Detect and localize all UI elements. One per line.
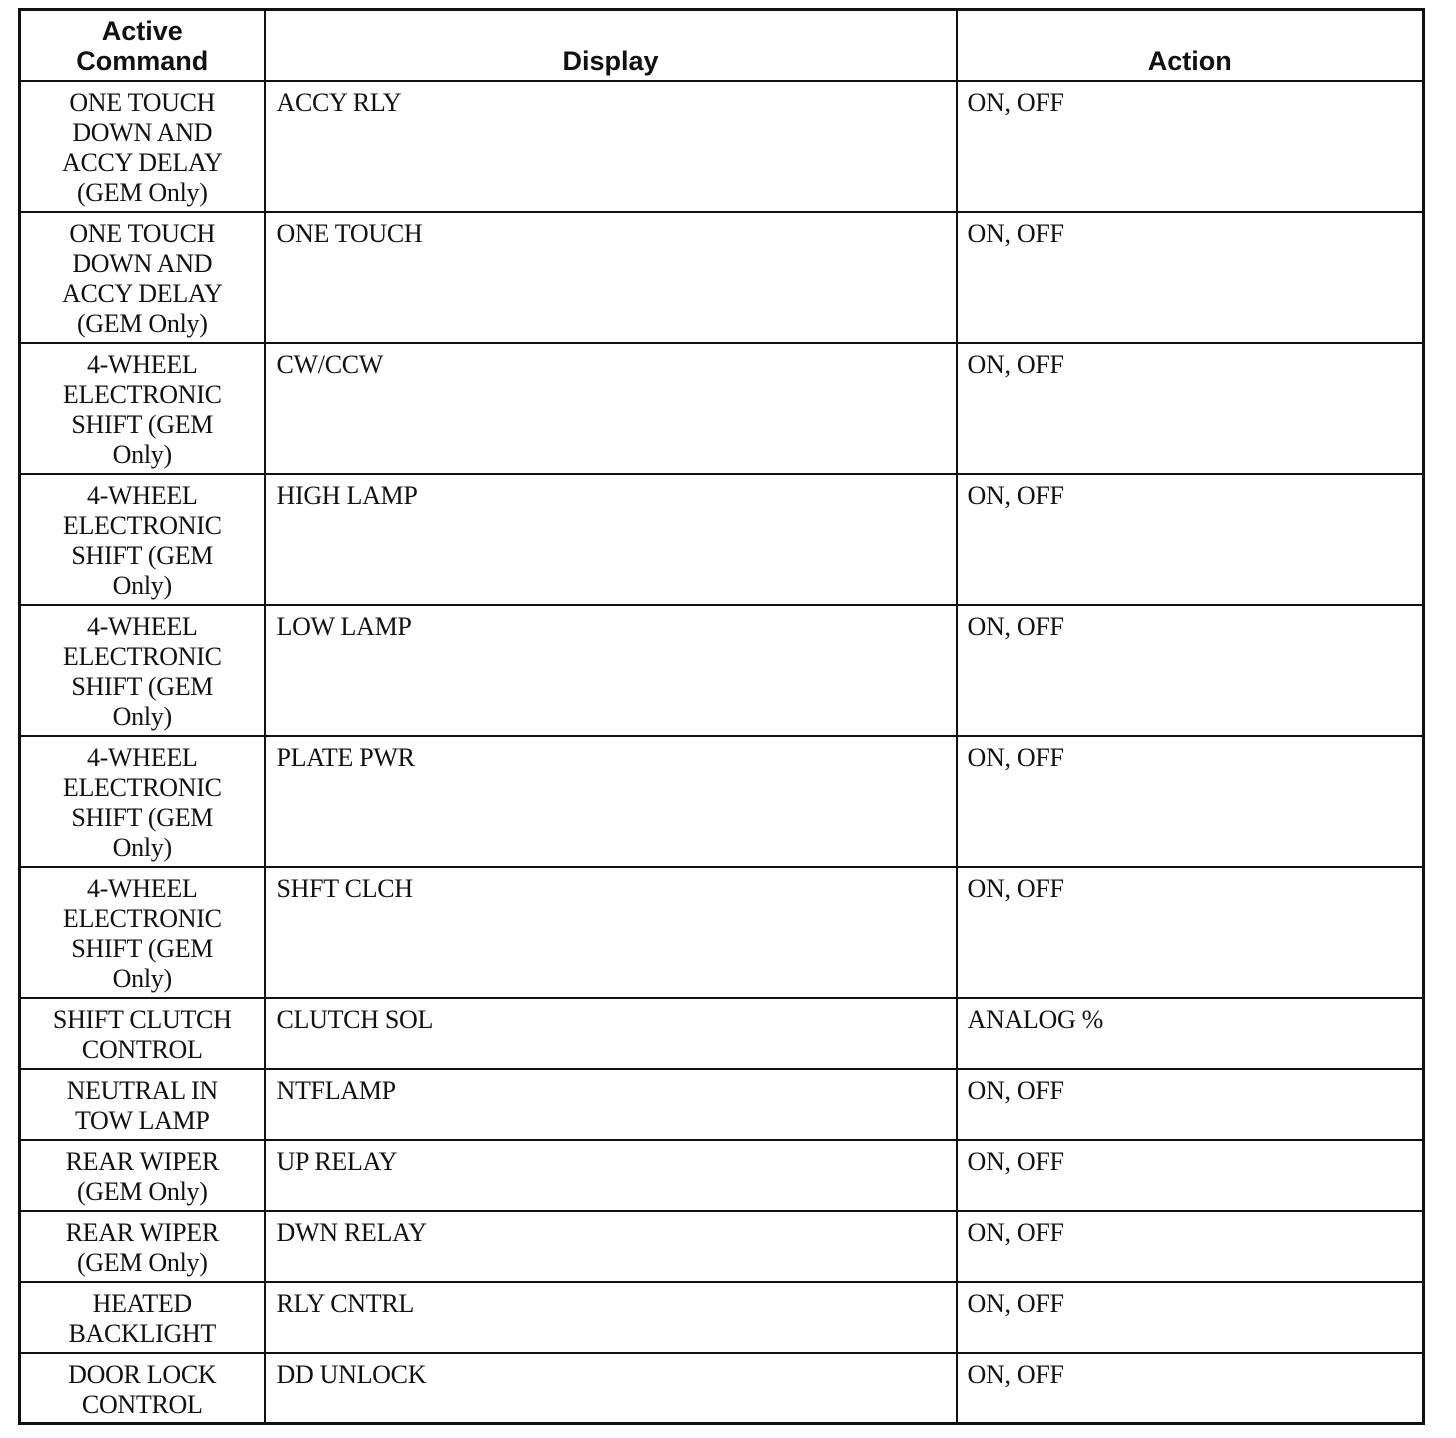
command-line: SHIFT (GEM [71, 671, 214, 701]
action-cell: ANALOG % [957, 998, 1424, 1069]
command-line: ELECTRONIC [62, 641, 222, 671]
command-line: DOOR LOCK [68, 1359, 217, 1389]
display-cell: PLATE PWR [265, 736, 957, 867]
command-cell [20, 474, 265, 605]
action-cell: ON, OFF [957, 867, 1424, 998]
command-line: ELECTRONIC [62, 903, 222, 933]
command-line: ELECTRONIC [62, 510, 222, 540]
action-cell: ON, OFF [957, 1140, 1424, 1211]
table-row [20, 1211, 1424, 1282]
command-line: 4-WHEEL [86, 349, 198, 379]
action-cell: ON, OFF [957, 212, 1424, 343]
action-cell: ON, OFF [957, 1282, 1424, 1353]
table-row [20, 474, 1424, 605]
command-line: SHIFT (GEM [71, 540, 214, 570]
command-cell [20, 343, 265, 474]
command-line: REAR WIPER [65, 1146, 219, 1176]
display-cell: UP RELAY [265, 1140, 957, 1211]
command-cell [20, 81, 265, 212]
table-row [20, 81, 1424, 212]
command-line: (GEM Only) [76, 177, 208, 207]
header-active-command [20, 10, 265, 81]
command-line: Only) [112, 439, 172, 469]
table-row [20, 1282, 1424, 1353]
command-line: TOW LAMP [74, 1105, 210, 1135]
command-line: 4-WHEEL [86, 873, 198, 903]
table-row [20, 736, 1424, 867]
command-line: 4-WHEEL [86, 480, 198, 510]
command-line: Only) [112, 832, 172, 862]
command-line: REAR WIPER [65, 1217, 219, 1247]
display-cell: HIGH LAMP [265, 474, 957, 605]
command-line: ONE TOUCH [69, 87, 216, 117]
command-cell [20, 1353, 265, 1424]
command-line: 4-WHEEL [86, 742, 198, 772]
command-cell [20, 1282, 265, 1353]
table-row [20, 212, 1424, 343]
command-line: ONE TOUCH [69, 218, 216, 248]
active-command-table [18, 8, 1425, 1425]
action-cell: ON, OFF [957, 1353, 1424, 1424]
command-cell [20, 605, 265, 736]
command-line: Only) [112, 963, 172, 993]
command-line: SHIFT (GEM [71, 933, 214, 963]
header-action: Action [957, 10, 1424, 81]
command-cell [20, 1211, 265, 1282]
command-line: Only) [112, 701, 172, 731]
command-line: SHIFT (GEM [71, 409, 214, 439]
display-cell: DD UNLOCK [265, 1353, 957, 1424]
display-cell: SHFT CLCH [265, 867, 957, 998]
command-line: NEUTRAL IN [66, 1075, 218, 1105]
display-cell: LOW LAMP [265, 605, 957, 736]
action-cell: ON, OFF [957, 343, 1424, 474]
command-line: ELECTRONIC [62, 379, 222, 409]
command-line: CONTROL [81, 1389, 203, 1419]
header-display: Display [265, 10, 957, 81]
action-cell: ON, OFF [957, 1211, 1424, 1282]
command-line: (GEM Only) [76, 308, 208, 338]
command-line: (GEM Only) [76, 1176, 208, 1206]
table-row [20, 998, 1424, 1069]
display-cell: ACCY RLY [265, 81, 957, 212]
display-cell: DWN RELAY [265, 1211, 957, 1282]
action-cell: ON, OFF [957, 736, 1424, 867]
command-line: HEATED [92, 1288, 192, 1318]
command-cell [20, 1140, 265, 1211]
table-row [20, 1353, 1424, 1424]
display-cell: NTFLAMP [265, 1069, 957, 1140]
command-line: SHIFT (GEM [71, 802, 214, 832]
command-line: (GEM Only) [76, 1247, 208, 1277]
command-line: DOWN AND [72, 248, 213, 278]
command-cell [20, 212, 265, 343]
command-line: SHIFT CLUTCH [52, 1004, 232, 1034]
header-row [20, 10, 1424, 81]
command-cell [20, 998, 265, 1069]
table-row [20, 1069, 1424, 1140]
command-cell [20, 867, 265, 998]
display-cell: CW/CCW [265, 343, 957, 474]
command-line: ELECTRONIC [62, 772, 222, 802]
table-row [20, 605, 1424, 736]
action-cell: ON, OFF [957, 474, 1424, 605]
action-cell: ON, OFF [957, 605, 1424, 736]
display-cell: ONE TOUCH [265, 212, 957, 343]
command-line: CONTROL [81, 1034, 203, 1064]
command-line: BACKLIGHT [68, 1318, 216, 1348]
table-row [20, 343, 1424, 474]
display-cell: RLY CNTRL [265, 1282, 957, 1353]
table-row [20, 867, 1424, 998]
command-line: 4-WHEEL [86, 611, 198, 641]
command-line: DOWN AND [72, 117, 213, 147]
command-cell [20, 1069, 265, 1140]
display-cell: CLUTCH SOL [265, 998, 957, 1069]
command-line: Only) [112, 570, 172, 600]
table-row [20, 1140, 1424, 1211]
action-cell: ON, OFF [957, 1069, 1424, 1140]
command-cell [20, 736, 265, 867]
header-active-command-line: Active Command [76, 15, 209, 76]
command-line: ACCY DELAY [62, 147, 223, 177]
action-cell: ON, OFF [957, 81, 1424, 212]
command-line: ACCY DELAY [62, 278, 223, 308]
